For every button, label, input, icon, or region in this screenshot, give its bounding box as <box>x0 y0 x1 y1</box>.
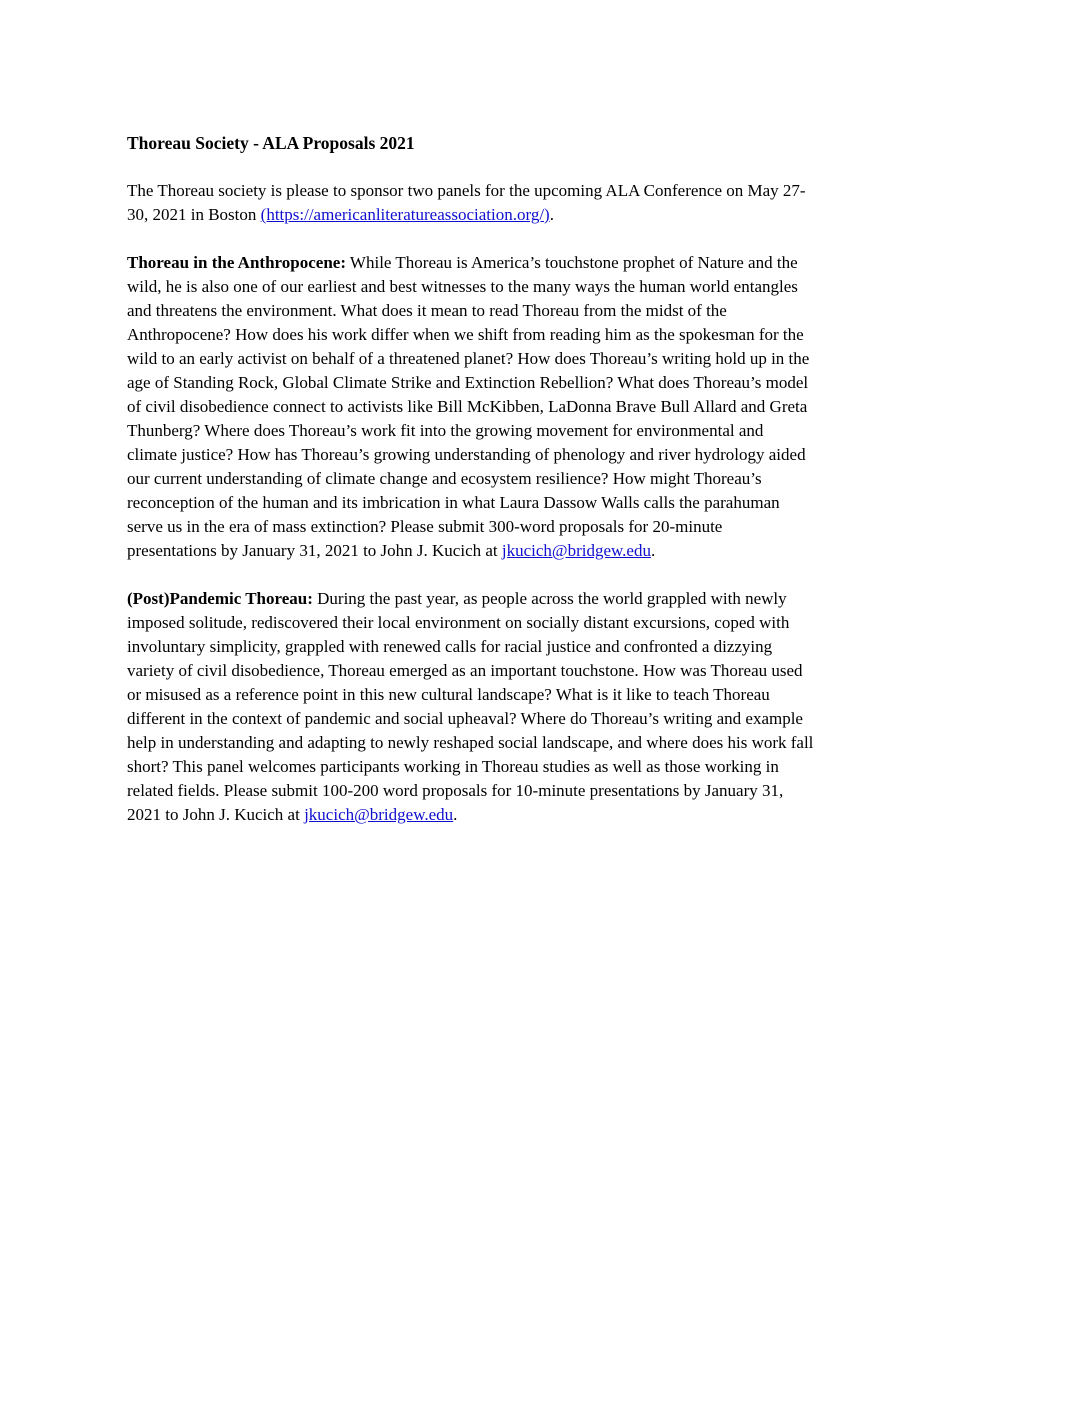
text-run: 30, 2021 in Boston <box>127 205 261 224</box>
text-run: our current understanding of climate change and ecosystem resilience? How might Thoreau’s <box>127 469 762 488</box>
anthropocene-paragraph <box>127 251 987 563</box>
text-run: variety of civil disobedience, Thoreau emerged as an important touchstone. How was Thoreau used <box>127 661 803 680</box>
text-run: . <box>650 541 656 560</box>
intro-paragraph <box>127 179 987 227</box>
text-line <box>127 299 987 323</box>
text-run: Thunberg? Where does Thoreau’s work fit into the growing movement for environmental and <box>127 421 764 440</box>
text-line <box>127 755 987 779</box>
text-line <box>127 635 987 659</box>
paragraphs <box>127 179 987 827</box>
text-line <box>127 347 987 371</box>
text-line <box>127 371 987 395</box>
text-line <box>127 491 987 515</box>
text-run: age of Standing Rock, Global Climate Strike and Extinction Rebellion? What does Thoreau’s model <box>127 373 809 392</box>
text-run: Anthropocene? How does his work differ when we shift from reading him as the spokesman for the <box>127 325 804 344</box>
link-email-kucich[interactable]: jkucich@bridgew.edu <box>304 805 454 824</box>
text-run: and threatens the environment. What does it mean to read Thoreau from the midst of the <box>127 301 727 320</box>
panel-title-anthropocene: Thoreau in the Anthropocene: <box>127 253 346 272</box>
text-run: related fields. Please submit 100-200 word proposals for 10-minute presentations by January 31, <box>127 781 784 800</box>
text-line <box>127 803 987 827</box>
text-line <box>127 395 987 419</box>
text-line <box>127 731 987 755</box>
text-run: different in the context of pandemic and social upheaval? Where do Thoreau’s writing and example <box>127 709 803 728</box>
text-run: wild, he is also one of our earliest and best witnesses to the many ways the human world entangles <box>127 277 798 296</box>
text-run: serve us in the era of mass extinction? Please submit 300-word proposals for 20-minute <box>127 517 723 536</box>
document-title: Thoreau Society - ALA Proposals 2021 <box>127 133 415 153</box>
postpandemic-paragraph <box>127 587 987 827</box>
text-line <box>127 683 987 707</box>
text-run: imposed solitude, rediscovered their local environment on socially distant excursions, coped with <box>127 613 790 632</box>
text-line <box>127 659 987 683</box>
text-line <box>127 539 987 563</box>
text-run: climate justice? How has Thoreau’s growing understanding of phenology and river hydrology aided <box>127 445 806 464</box>
link-ala-website[interactable]: (https://americanliteratureassociation.org/) <box>260 205 550 224</box>
text-line <box>127 515 987 539</box>
text-run: reconception of the human and its imbrication in what Laura Dassow Walls calls the parahuman <box>127 493 780 512</box>
text-run: of civil disobedience connect to activists like Bill McKibben, LaDonna Brave Bull Allard and Greta <box>127 397 808 416</box>
text-run: The Thoreau society is please to sponsor two panels for the upcoming ALA Conference on May 27- <box>127 181 806 200</box>
text-run: . <box>453 805 458 824</box>
text-run: presentations by January 31, 2021 to John J. Kucich at <box>127 541 502 560</box>
text-line <box>127 467 987 491</box>
text-run: short? This panel welcomes participants working in Thoreau studies as well as those working in <box>127 757 779 776</box>
text-line <box>127 251 987 275</box>
text-line <box>127 587 987 611</box>
text-line <box>127 275 987 299</box>
text-line <box>127 419 987 443</box>
text-line <box>127 779 987 803</box>
text-run: . <box>549 205 554 224</box>
text-line <box>127 443 987 467</box>
text-run: wild to an early activist on behalf of a threatened planet? How does Thoreau’s writing hold up in the <box>127 349 810 368</box>
text-run: While Thoreau is America’s touchstone prophet of Nature and the <box>345 253 798 272</box>
text-run: or misused as a reference point in this new cultural landscape? What is it like to teach Thoreau <box>127 685 770 704</box>
document-content <box>127 131 987 851</box>
panel-title-postpandemic: (Post)Pandemic Thoreau: <box>127 589 313 608</box>
text-line <box>127 323 987 347</box>
link-email-kucich[interactable]: jkucich@bridgew.edu <box>501 541 651 560</box>
text-line <box>127 203 987 227</box>
text-line <box>127 707 987 731</box>
text-run: 2021 to John J. Kucich at <box>127 805 305 824</box>
text-run: During the past year, as people across the world grappled with newly <box>312 589 787 608</box>
text-line <box>127 611 987 635</box>
text-run: involuntary simplicity, grappled with renewed calls for racial justice and confronted a dizzying <box>127 637 773 656</box>
text-line <box>127 179 987 203</box>
text-run: help in understanding and adapting to newly reshaped social landscape, and where does his work fall <box>127 733 814 752</box>
